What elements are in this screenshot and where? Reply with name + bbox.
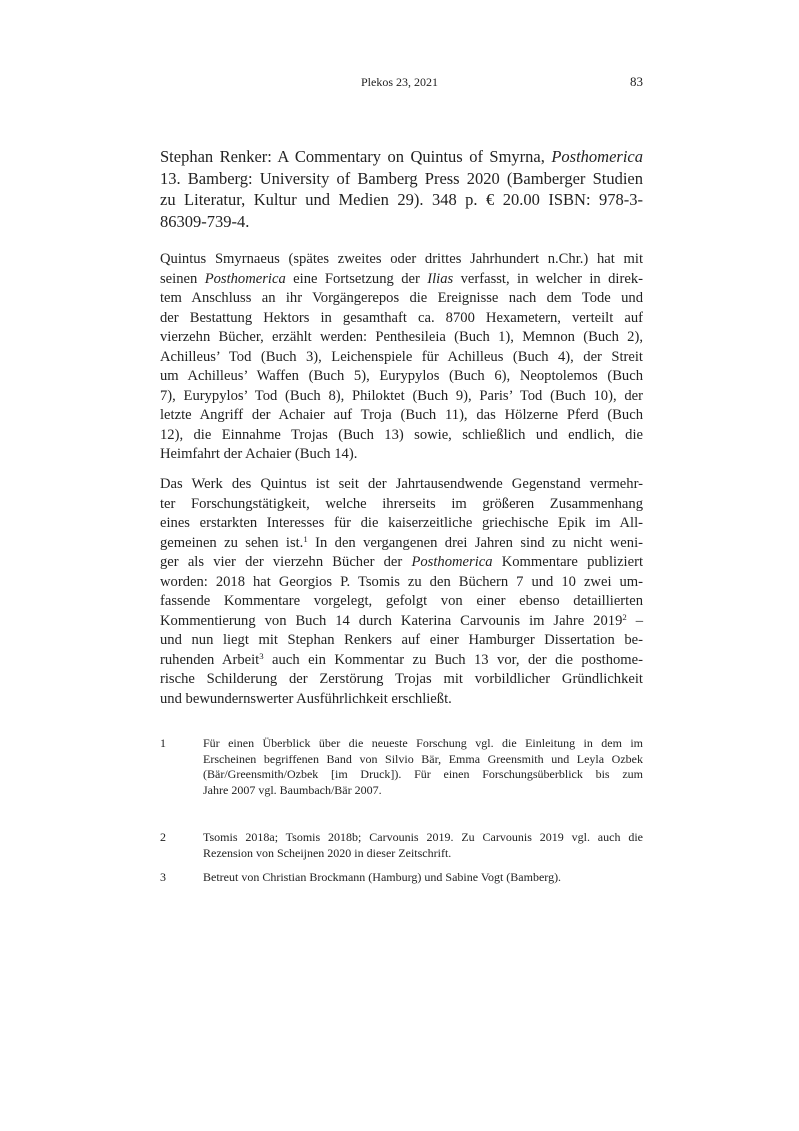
text-segment: eines erstarkten Interesses für die kaiserzeitliche griechische Epik im All- — [160, 515, 643, 531]
text-segment: Das Werk des Quintus ist seit der Jahrtausendwende Gegenstand vermehr- — [160, 476, 643, 492]
text-line — [160, 168, 643, 190]
text-line — [160, 309, 643, 329]
text-segment: (Bär/Greensmith/Ozbek [im Druck]). Für einen Forschungsüberblick bis zum — [203, 767, 643, 782]
text-line — [160, 348, 643, 368]
footnote-1 — [160, 736, 643, 798]
text-line — [203, 736, 643, 752]
text-line — [160, 250, 643, 270]
italic-title: Posthomerica — [551, 147, 643, 166]
text-segment: auch ein Kommentar zu Buch 13 vor, der die posthome- — [263, 651, 643, 668]
footnote-ref: 2 — [622, 611, 627, 622]
text-line — [160, 406, 643, 426]
text-segment: Erscheinen begriffenen Band von Silvio Bär, Emma Greensmith und Leyla Ozbek — [203, 751, 643, 766]
text-segment: 12), die Einnahme Trojas (Buch 13) sowie, schließlich und endlich, die — [160, 426, 643, 443]
text-line — [203, 846, 643, 862]
footnote-number: 3 — [160, 870, 166, 884]
paragraph-1 — [160, 250, 643, 465]
text-line — [160, 670, 643, 690]
footnote-number: 1 — [160, 736, 166, 750]
text-segment: verfasst, in welcher in direk- — [453, 270, 643, 287]
text-segment: um Achilleus’ Waffen (Buch 5), Eurypylos (Buch 6), Neoptolemos (Buch — [160, 368, 643, 384]
text-segment: Stephan Renker: A Commentary on Quintus of Smyrna, — [160, 147, 552, 166]
text-segment: ger als vier der vierzehn Bücher der — [160, 554, 412, 570]
footnote-ref: 3 — [259, 650, 264, 661]
text-segment: Quintus Smyrnaeus (spätes zweites oder drittes Jahrhundert n.Chr.) hat mit — [160, 251, 643, 267]
text-line — [160, 270, 643, 290]
italic-title: Ilias — [427, 270, 454, 287]
text-line — [160, 426, 643, 446]
italic-title: Posthomerica — [204, 270, 286, 287]
review-title — [160, 146, 643, 232]
text-line — [160, 328, 643, 348]
text-line — [160, 387, 643, 407]
text-segment: Achilleus’ Tod (Buch 3), Leichenspiele für Achilleus (Buch 4), der Streit — [160, 348, 643, 365]
text-segment: zu Literatur, Kultur und Medien 29). 348 p. € 20.00 ISBN: 978-3- — [160, 190, 643, 209]
text-segment: Tsomis 2018a; Tsomis 2018b; Carvounis 2019. Zu Carvounis 2019 vgl. auch die — [203, 830, 643, 844]
text-segment: 86309-739-4. — [160, 211, 250, 231]
text-segment: Betreut von Christian Brockmann (Hamburg) und Sabine Vogt (Bamberg). — [203, 870, 562, 884]
text-segment: seinen — [160, 270, 205, 287]
text-line — [160, 690, 643, 710]
text-segment: 7), Eurypylos’ Tod (Buch 8), Philoktet (Buch 9), Paris’ Tod (Buch 10), der — [160, 387, 643, 404]
text-segment: ter Forschungstätigkeit, welche ihrerseits im größeren Zusammenhang — [160, 495, 643, 512]
text-line — [203, 830, 643, 846]
text-line — [160, 592, 643, 612]
text-segment: Für einen Überblick über die neueste Forschung vgl. die Einleitung in dem im — [203, 736, 643, 750]
text-segment: letzte Angriff der Achaier auf Troja (Buch 11), das Hölzerne Pferd (Buch — [160, 407, 643, 423]
text-segment: ruhenden Arbeit — [160, 651, 260, 668]
text-line — [160, 289, 643, 309]
text-segment: Jahre 2007 vgl. Baumbach/Bär 2007. — [203, 782, 382, 797]
text-segment: worden: 2018 hat Georgios P. Tsomis zu den Büchern 7 und 10 zwei um- — [160, 573, 643, 590]
text-segment: 13. Bamberg: University of Bamberg Press 2020 (Bamberger Studien — [160, 168, 643, 188]
text-line — [160, 211, 643, 233]
text-segment: – — [626, 612, 643, 629]
text-line — [203, 870, 643, 886]
footnote-text — [203, 736, 643, 798]
text-line — [160, 367, 643, 387]
text-segment: Kommentierung von Buch 14 durch Katerina Carvounis im Jahre 2019 — [160, 612, 623, 629]
footnote-text — [203, 870, 643, 886]
text-segment: gemeinen zu sehen ist. — [160, 534, 304, 551]
text-line — [160, 475, 643, 495]
text-line — [203, 767, 643, 783]
text-segment: und bewundernswerter Ausführlichkeit erschließt. — [160, 690, 452, 707]
text-segment: und nun liegt mit Stephan Renkers auf einer Hamburger Dissertation be- — [160, 632, 643, 648]
text-segment: In den vergangenen drei Jahren sind zu nicht weni- — [307, 534, 644, 551]
text-segment: vierzehn Bücher, erzählt werden: Penthesileia (Buch 1), Memnon (Buch 2), — [160, 329, 643, 345]
text-segment: eine Fortsetzung der — [285, 270, 428, 287]
text-segment: Rezension von Scheijnen 2020 in dieser Zeitschrift. — [203, 845, 452, 860]
text-line — [160, 553, 643, 573]
text-segment: rische Schilderung der Zerstörung Trojas mit vorbildlicher Gründlichkeit — [160, 671, 643, 687]
text-line — [160, 612, 643, 632]
text-segment: tem Anschluss an ihr Vorgängerepos die Ereignisse nach dem Tode und — [160, 290, 643, 306]
text-line — [160, 146, 643, 168]
text-line — [160, 445, 643, 465]
text-line — [160, 514, 643, 534]
text-segment: fassende Kommentare vorgelegt, gefolgt von einer ebenso detaillierten — [160, 593, 643, 609]
running-head: Plekos 23, 2021 — [360, 75, 438, 89]
italic-title: Posthomerica — [411, 554, 493, 570]
text-line — [160, 189, 643, 211]
footnote-3 — [160, 870, 643, 886]
text-line — [203, 752, 643, 768]
footnote-number: 2 — [160, 830, 166, 844]
paragraph-2 — [160, 475, 643, 709]
text-line — [160, 651, 643, 671]
text-line — [203, 783, 643, 799]
footnote-ref: 1 — [303, 533, 308, 544]
text-segment: Heimfahrt der Achaier (Buch 14). — [160, 446, 358, 462]
text-line — [160, 631, 643, 651]
text-segment: Kommentare publiziert — [492, 554, 643, 570]
text-line — [160, 495, 643, 515]
footnote-2 — [160, 830, 643, 861]
text-line — [160, 534, 643, 554]
text-segment: der Bestattung Hektors in gesamthaft ca. 8700 Hexametern, verteilt auf — [160, 309, 643, 326]
text-line — [160, 573, 643, 593]
page-number: 83 — [630, 74, 643, 89]
footnote-text — [203, 830, 643, 861]
